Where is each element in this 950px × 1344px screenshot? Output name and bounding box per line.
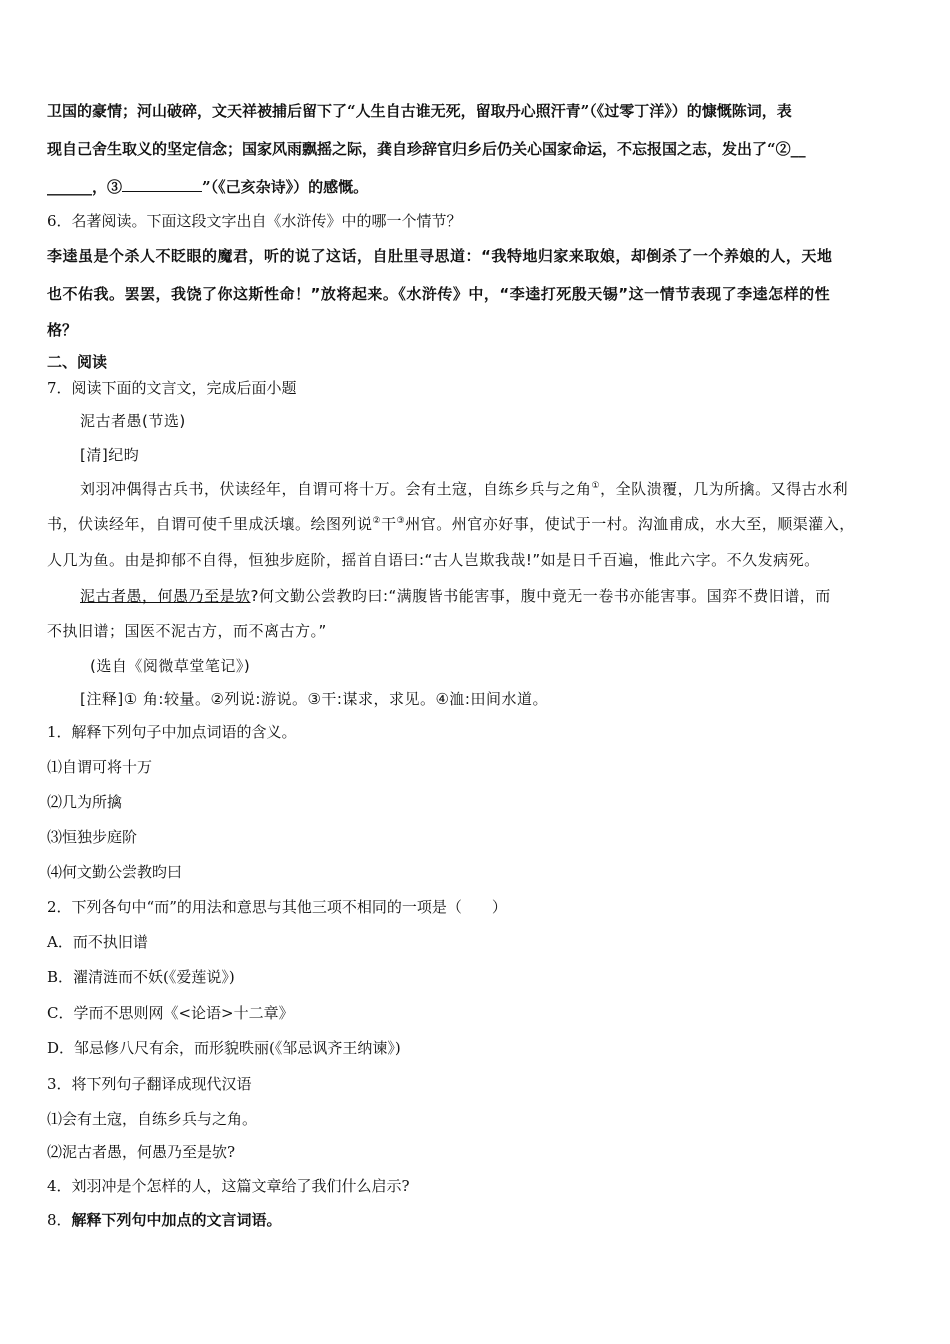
q7-title: 7．阅读下面的文言文，完成后面小题 (47, 379, 297, 397)
q6-title: 6．名著阅读。下面这段文字出自《水浒传》中的哪一个情节？ (47, 212, 462, 230)
sub3-item: ⑵泥古者愚，何愚乃至是欤? (47, 1143, 236, 1161)
passage-line-1 (80, 479, 906, 499)
passage-line-1-a: 刘羽冲偶得古兵书，伏读经年，自谓可将十万。会有土寇，自练乡兵与之角 (80, 480, 592, 498)
sub2-option-a: A．而不执旧谱 (47, 933, 148, 951)
q6-paragraph-2: 也不佑我。罢罢，我饶了你这斯性命！”放将起来。《水浒传》中，“李逵打死殷天锡”这一情节表现了李逵怎样的性 (47, 285, 831, 303)
q8-number: 8． (47, 1211, 72, 1229)
q5-blank-3-line (122, 177, 202, 192)
section-2-title: 二、阅读 (47, 353, 108, 371)
passage-source: (选自《阅微草堂笔记》) (90, 657, 251, 675)
passage-notes: [注释]① 角:较量。②列说:游说。③干:谋求，求见。④洫:田间水道。 (80, 690, 548, 708)
passage-line-2-c: 州官。州官亦好事，使试于一村。沟洫甫成，水大至，顺渠灌入， (405, 515, 855, 533)
sub3-item: ⑴会有土寇，自练乡兵与之角。 (47, 1110, 258, 1128)
sub2-option-b: B．濯清涟而不妖(《爱莲说》) (47, 968, 235, 986)
sub4-title: 4．刘羽冲是个怎样的人，这篇文章给了我们什么启示? (47, 1177, 410, 1195)
sub1-item: ⑷何文勤公尝教昀曰 (47, 863, 183, 881)
sub3-title: 3．将下列句子翻译成现代汉语 (47, 1075, 252, 1093)
passage-title: 泥古者愚(节选) (80, 412, 186, 430)
q5-line-2: 现自己舍生取义的坚定信念；国家风雨飘摇之际，龚自珍辞官归乡后仍关心国家命运，不忘报国之志，发出了“②__ (47, 140, 806, 158)
sub1-item: ⑴自谓可将十万 (47, 758, 153, 776)
sub2-option-d: D．邹忌修八尺有余，而形貌昳丽(《邹忌讽齐王纳谏》) (47, 1039, 401, 1057)
sub1-title: 1．解释下列句子中加点词语的含义。 (47, 723, 297, 741)
passage-line-3: 人几为鱼。由是抑郁不自得，恒独步庭阶，摇首自语曰:“古人岂欺我哉!”如是日千百遍，惟此六字。不久发病死。 (47, 551, 820, 569)
q6-paragraph-1: 李逵虽是个杀人不眨眼的魔君，听的说了这话，自肚里寻思道：“我特地归家来取娘，却倒杀了一个养娘的人，天地 (47, 247, 833, 265)
sub1-item: ⑵几为所擒 (47, 793, 123, 811)
passage-author: [清]纪昀 (80, 446, 140, 464)
footnote-3: ③ (396, 516, 406, 526)
passage-line-4 (80, 586, 906, 606)
sub1-item: ⑶恒独步庭阶 (47, 828, 138, 846)
footnote-2: ② (372, 516, 382, 526)
sub2-title: 2．下列各句中“而”的用法和意思与其他三项不相同的一项是（ ） (47, 898, 507, 916)
q8-text: 解释下列句中加点的文言词语。 (71, 1211, 282, 1229)
footnote-1: ① (591, 481, 601, 491)
passage-line-2 (47, 514, 907, 534)
passage-line-2-a: 书，伏读经年，自谓可使千里成沃壤。绘图列说 (47, 515, 373, 533)
passage-line-5: 不执旧谱；国医不泥古方，而不离古方。” (47, 622, 327, 640)
q6-paragraph-3: 格？ (47, 321, 78, 339)
passage-line-2-b: 干 (381, 515, 397, 533)
q5-line-1: 卫国的豪情；河山破碎，文天祥被捕后留下了“人生自古谁无死，留取丹心照汗青”（《过零丁洋》）的慷慨陈词，表 (47, 102, 792, 120)
passage-line-4-rest: ?何文勤公尝教昀曰:“满腹皆书能害事，腹中竟无一卷书亦能害事。国弈不费旧谱，而 (250, 587, 831, 605)
sub2-option-c: C．学而不思则网《<论语>十二章》 (47, 1004, 294, 1022)
passage-line-1-b: ，全队溃覆，几为所擒。又得古水利 (600, 480, 849, 498)
q5-line-3 (47, 177, 907, 197)
q8-title (47, 1210, 907, 1230)
q5-blank-2: ______，③ (47, 178, 123, 196)
q5-line-3-end: ”（《己亥杂诗》）的感慨。 (202, 178, 369, 196)
underlined-sentence: 泥古者愚，何愚乃至是欤 (80, 587, 251, 605)
